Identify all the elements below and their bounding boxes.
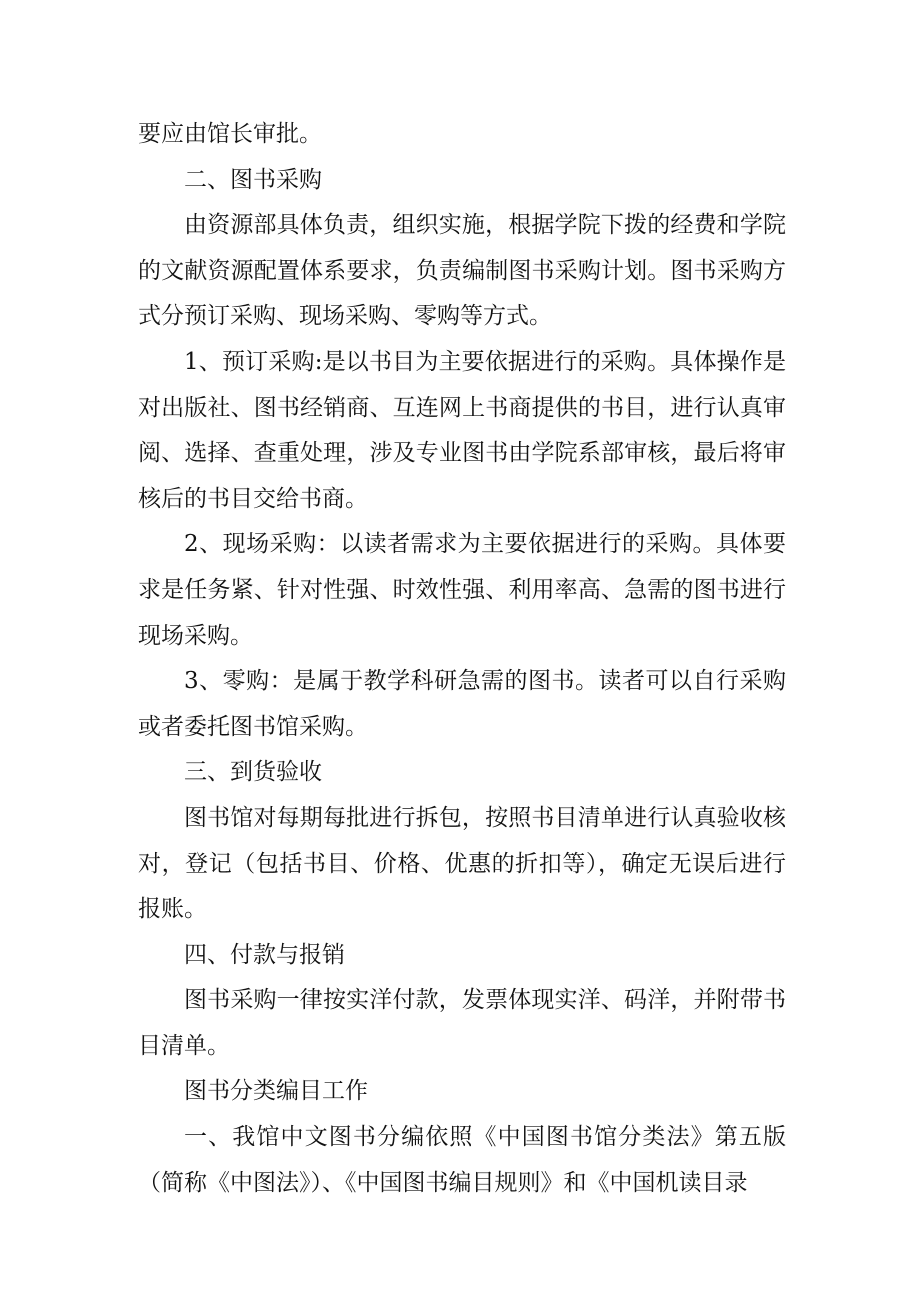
document-body — [138, 112, 786, 1206]
section-heading-payment: 四、付款与报销 — [184, 941, 345, 968]
paragraph-pre-order: 1、预订采购:是以书目为主要依据进行的采购。具体操作是对出版社、图书经销商、互连网上书商提供的书目，进行认真审阅、选择、查重处理，涉及专业图书由学院系部审核，最后将审核后的书目交给书商。 — [138, 348, 786, 512]
paragraph-retail: 3、零购：是属于教学科研急需的图书。读者可以自行采购或者委托图书馆采购。 — [138, 668, 786, 740]
paragraph-payment: 图书采购一律按实洋付款，发票体现实洋、码洋，并附带书目清单。 — [138, 987, 786, 1059]
paragraph-procurement-overview: 由资源部具体负责，组织实施，根据学院下拨的经费和学院的文献资源配置体系要求，负责编制图书采购计划。图书采购方式分预订采购、现场采购、零购等方式。 — [138, 212, 786, 330]
section-heading-procurement: 二、图书采购 — [184, 166, 322, 193]
paragraph-cataloging-rules: 一、我馆中文图书分编依照《中国图书馆分类法》第五版（简称《中图法》）、《中国图书编目规则》和《中国机读目录 — [138, 1124, 786, 1196]
paragraph-continuation: 要应由馆长审批。 — [138, 121, 322, 147]
paragraph-onsite: 2、现场采购：以读者需求为主要依据进行的采购。具体要求是任务紧、针对性强、时效性强、利用率高、急需的图书进行现场采购。 — [138, 531, 786, 649]
section-heading-acceptance: 三、到货验收 — [184, 759, 322, 786]
paragraph-acceptance: 图书馆对每期每批进行拆包，按照书目清单进行认真验收核对，登记（包括书目、价格、优惠的折扣等），确定无误后进行报账。 — [138, 804, 786, 923]
section-heading-cataloging: 图书分类编目工作 — [184, 1078, 368, 1105]
